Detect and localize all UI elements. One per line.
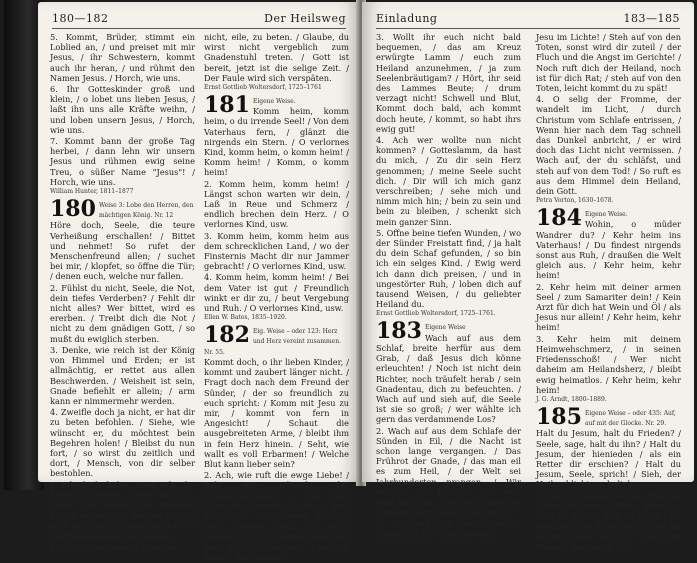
left-page-header — [52, 10, 346, 29]
hymn-number: 183 — [376, 318, 422, 345]
hymn-stanza: 2. Fühlst du nicht, Seele, die Not, dein tiefes Verderben? / Fehlt dir nicht alles? Wer bittet, wird es ererben. / Treibt dich die Not / nicht zu dem gnädigen Gott, / so mußt du ewiglich sterben. — [50, 282, 195, 344]
hymn-melody: Eig. Weise – oder 123: Herz und Herz vereint zusammen. Nr. 55. — [204, 328, 341, 356]
hymn-stanza: Halt du Jesum, halt du Frieden? / Seele, sage, halt du ihn? / Halt du Jesum, der hienieden / als ein Retter dir erschien? / Halt du Jesum, Seele, sprich! / Sieh, der Heiland liebt auch dich. — [536, 428, 681, 490]
hymn-author: William Hunter, 1811–1877 — [50, 188, 134, 196]
hymn-number: 184 — [536, 205, 582, 232]
hymn-melody: Eigene Weise – oder 435: Auf, auf mit der Glocke. Nr. 29. — [584, 409, 676, 428]
hymn-melody: Eigene Weise — [424, 324, 466, 332]
hymn-stanza: 4. Komm heim, komm heim! / Bei dem Vater ist gut / Freundlich winkt er dir zu, / beut Vergebung und Ruh. / O verlornes Kind, usw. — [204, 272, 349, 314]
hymn-stanza: 3. Steh auf von den Toten, o Sünder, in Eil, / und lebe mit — [376, 518, 521, 539]
hymn-melody: Eigene Weise. — [584, 211, 628, 219]
hymn-heading — [204, 322, 349, 356]
left-column-2 — [204, 32, 349, 563]
hymn-stanza: Jesu im Lichte! / Steh auf von den Toten, sonst wird dir zuteil / der Fluch und die Angst im Gerichte! / Noch ruft dich der Heiland, noch ist für dich Rat; / steh auf von den Toten, leicht kommt du zu spät! — [536, 32, 681, 94]
hymn-stanza: nicht, eile, zu beten. / Glaube, du wirst nicht vergeblich zum Gnadenstuhl treten. / Gott ist bereit, jetzt ist die selige Zeit. / Der Faule wird sich verspäten. — [204, 32, 349, 83]
hymn-number: 185 — [536, 403, 582, 430]
section-title: Einladung — [376, 12, 438, 25]
hymn-melody: Eigene Weise. — [252, 98, 296, 106]
hymn-author: Petra Vorton, 1630–1678. — [536, 197, 614, 205]
hymn-stanza: 2. Halt du Jesum, halt du Freude? / Bist du deines Heils gewiß? / Halt du Jesum, dich im Leide / Ist euch und das Bittre süß? / Halt du Jesum, Seele, sprich! / Sieh, der Heiland liebt auch dich. — [536, 490, 681, 552]
hymn-stanza: 2. Kehr heim mit deiner armen Seel / zum Samariter dein! / Kein Arzt für dich hat Wein und Öl / als Jesus nur allein! / Kehr heim, kehr heim! — [536, 281, 681, 333]
hymn-stanza: 6. Nun, so besinne dich länger — [50, 541, 178, 552]
hymn-author: Ellen W. Bates, 1835–1920. — [204, 314, 287, 322]
hymn-melody: Weise 3: Lobe den Herren, den mächtigen König. Nr. 12 — [98, 202, 194, 220]
page-range-left: 180—182 — [52, 12, 109, 25]
hymn-stanza: 2. Ach, wie ruft die ewge Liebe! / Ach, wie wünscht der Schmerzensmann, / daß kein Lämmlein draußen bliebe, / weil er's sonst nicht retten kann! / Sagt, warum wollt ihr euch verkehren? / Ich warum wollt ihr euch selbst verleugnen, / endlich in eu'r Herz hinein? — [204, 470, 349, 562]
page-range-right: 183—185 — [623, 12, 680, 25]
hymn-heading — [376, 318, 521, 345]
right-column-1 — [376, 32, 521, 540]
hymn-stanza: 5. Kommt, Brüder, stimmt ein Loblied an, / und preiset mit mir Jesus, / ihr Schwestern, kommt auch ihr heran, / und rühmt den Namen Jesus. / Horch, wie uns. — [50, 32, 195, 83]
hymn-stanza: 4. O selig der Fromme, der wandelt im Licht, / durch Christum vom Schlafe entrissen, / Wenn hier nach dem Tag schnell das Dunkel anbricht, / er wird doch das Licht nicht vermissen. / Wach auf, der du schläfst, und steh auf von dem Tod! / So ruft es aus dem Himmel dein Heiland, dein Gott. — [536, 94, 681, 197]
hymn-number: 180 — [50, 196, 96, 223]
hymn-stanza: 3. Komm heim, komm heim aus dem schrecklichen Land, / wo der Finsternis Macht dir nur Jammer gebracht! / O verlornes Kind, usw. — [204, 230, 349, 272]
left-page — [38, 2, 360, 562]
hymn-author: Ernst Gottlieb Woltersdorf, 1725–1761 — [204, 84, 322, 92]
right-page — [362, 2, 694, 552]
hymn-number: 181 — [204, 92, 250, 119]
hymn-heading — [536, 205, 681, 232]
hymn-stanza: Komm heim, komm heim, o du irrende Seel! / Von dem Vaterhaus fern, / glänzt die nirgends ein Stern. / O verlornes Kind, komm heim, o komm heim! / Komm heim! / Komm, o komm heim! — [204, 106, 349, 178]
hymn-stanza: Wohin, o müder Wandrer du? / Kehr heim ins Vaterhaus! / Du findest nirgends sonst aus Ruh, / draußen die Welt gleich aus. / Kehr heim, kehr heim! — [536, 219, 681, 281]
running-title: Der Heilsweg — [264, 12, 346, 25]
hymn-stanza: 3. Kehr heim mit deinem Heimwehschmerz, / in seinen Friedensschoß! / Wer nicht daheim am Heilandsherz, / bleibt ewig heimatlos. / Kehr heim, kehr heim! — [536, 333, 681, 395]
hymn-heading — [50, 196, 195, 223]
hymn-stanza: 3. Wollt ihr euch nicht bald bequemen, / das am Kreuz erwürgte Lamm / euch zum Heiland anzunehmen, / ja zum Seelenbräutigam? / Hört, ihr seid des Lammes Beute; / drum verzagt nicht! Schwell und Blut, Kommt doch bald, ach kommt doch heute, / kommt, so habt ihrs ewig gut! — [376, 32, 521, 134]
hymn-number: 182 — [204, 322, 250, 349]
hymn-stanza: 2. Wach auf aus dem Schlafe der Sünden in Eil, / die Nacht ist schon lange vergangen. / Das Frührot der Gnade, / das man eil es zum Heil, / der Welt sei Jahrhunderten prangen. / Wir erleben das Kleinod, und heiß wird der Tag, / und kurz sind die Stunden; drum wach, o erwach! — [376, 425, 521, 518]
open-hymnal — [4, 0, 697, 562]
hymn-heading — [204, 92, 349, 119]
hymn-stanza: 3. Denke, wie reich ist der König von Himmel und Erden; er ist allmächtig, er rettet aus allen Beschwerden. / Weisheit ist sein, Gnade befiehlt er allein; / arm kann er nimmermehr werden. — [50, 344, 195, 406]
right-column-2 — [536, 32, 681, 553]
hymn-stanza: 4. Zweifle doch ja nicht, er hat dir zu beten befohlen. / Siehe, wie wünscht er, du möchtest bein Begehren holen! / Bleibst du nun fort, / so wirst du zeitlich und dort, / Mensch, von dir selber bestohlen. — [50, 407, 195, 479]
right-page-header — [376, 10, 680, 29]
hymn-stanza: Höre doch, Seele, die teure Verheißung erschallen! / Bittet und nehmet! So rufet der Menschenfreund allen; / suchet bei mir, / klopfet, so öffne die Tür; / denen euch, welche nur fallen. — [50, 220, 195, 282]
hymn-heading — [536, 403, 681, 430]
hymn-stanza: 5. Eile doch, haltes Herz, eile, die Kniee zu beugen; / bald wird sich Feuer des Geistes im Herzens grund zeigen, / o wieviel Kraft / wird dir durchs Bitten geschafft, / die Himmelsleiter zu steigen. — [50, 479, 195, 541]
hymn-stanza: 7. Kommt bann der große Tag herbei, / dann lehn wir unsern Jesus und rühmen ewig seine Treu, o süßer Name "Jesus"! / Horch, wie uns. — [50, 136, 195, 187]
hymn-author: Ernst Gottlieb Woltersdorf, 1725–1761. — [376, 310, 496, 318]
hymn-stanza: 4. Ach wer wollte nun nicht kommen? / Gotteslamm, da hast du mich, / Zu dir sein Herz genommen; / meine Seele sucht dich. / Dir will ich mich ganz verschreiben; / sehe mich und nimm mich hin; / bein zu sein und bein zu bleiben, / schenkt sich mein ganzer Sinn. — [376, 135, 521, 227]
hymn-stanza: 5. Offne beine tiefen Wunden, / wo der Sünder Freistatt find, / ja halt du dein Schaf gefunden, / so bin ich ein selges Kind. / Ewig werd ich dann dich preisen, / und in ungestörter Ruh, / loben dich auf tausend Weisen, / du geliebter Heiland du. — [376, 227, 521, 310]
hymn-stanza: 6. Ihr Gotteskinder groß und klein, / o lobet uns lieben Jesus, / laßt ihn uns alle Kräfte weihn, / und loben unsern Jesus, / Horch, wie uns. — [50, 84, 195, 135]
hymn-author: J. G. Arndt, 1800–1889. — [536, 395, 607, 403]
hymn-stanza: Kommt doch, o ihr lieben Kinder, / kommt und zaubert länger nicht. / Fragt doch nach dem Freund der Sünder, / der so freundlich zu euch spricht: / Komm mit Jesu zu mir, / kommt von fern in Angesicht! / Schaut die ausgebreiteten Arme, / bleibt ihm in fein Herz hinein. / Seht, wie wallt es voll Erbarmen! / Welche Blut kann lieber sein? — [204, 356, 349, 469]
left-column-1 — [50, 32, 195, 553]
hymn-stanza: 2. Komm heim, komm heim! / Längst schon warten wir dein, / Laß in Reue und Schmerz / endlich brechen dein Herz. / O verlornes Kind, usw. — [204, 178, 349, 230]
hymn-stanza: Wach auf aus dem Schlaf, breite herfür aus dem Grab, / daß Jesus dich könne erleuchten! / Noch ist nicht dein Richter, noch träufelt herab / sein Gnadentau, dich zu befeuchten. / Wach auf und sieh auf, die Seele ist sie so groß; / wer wählte ich gern das verdammende Los? — [376, 332, 521, 425]
